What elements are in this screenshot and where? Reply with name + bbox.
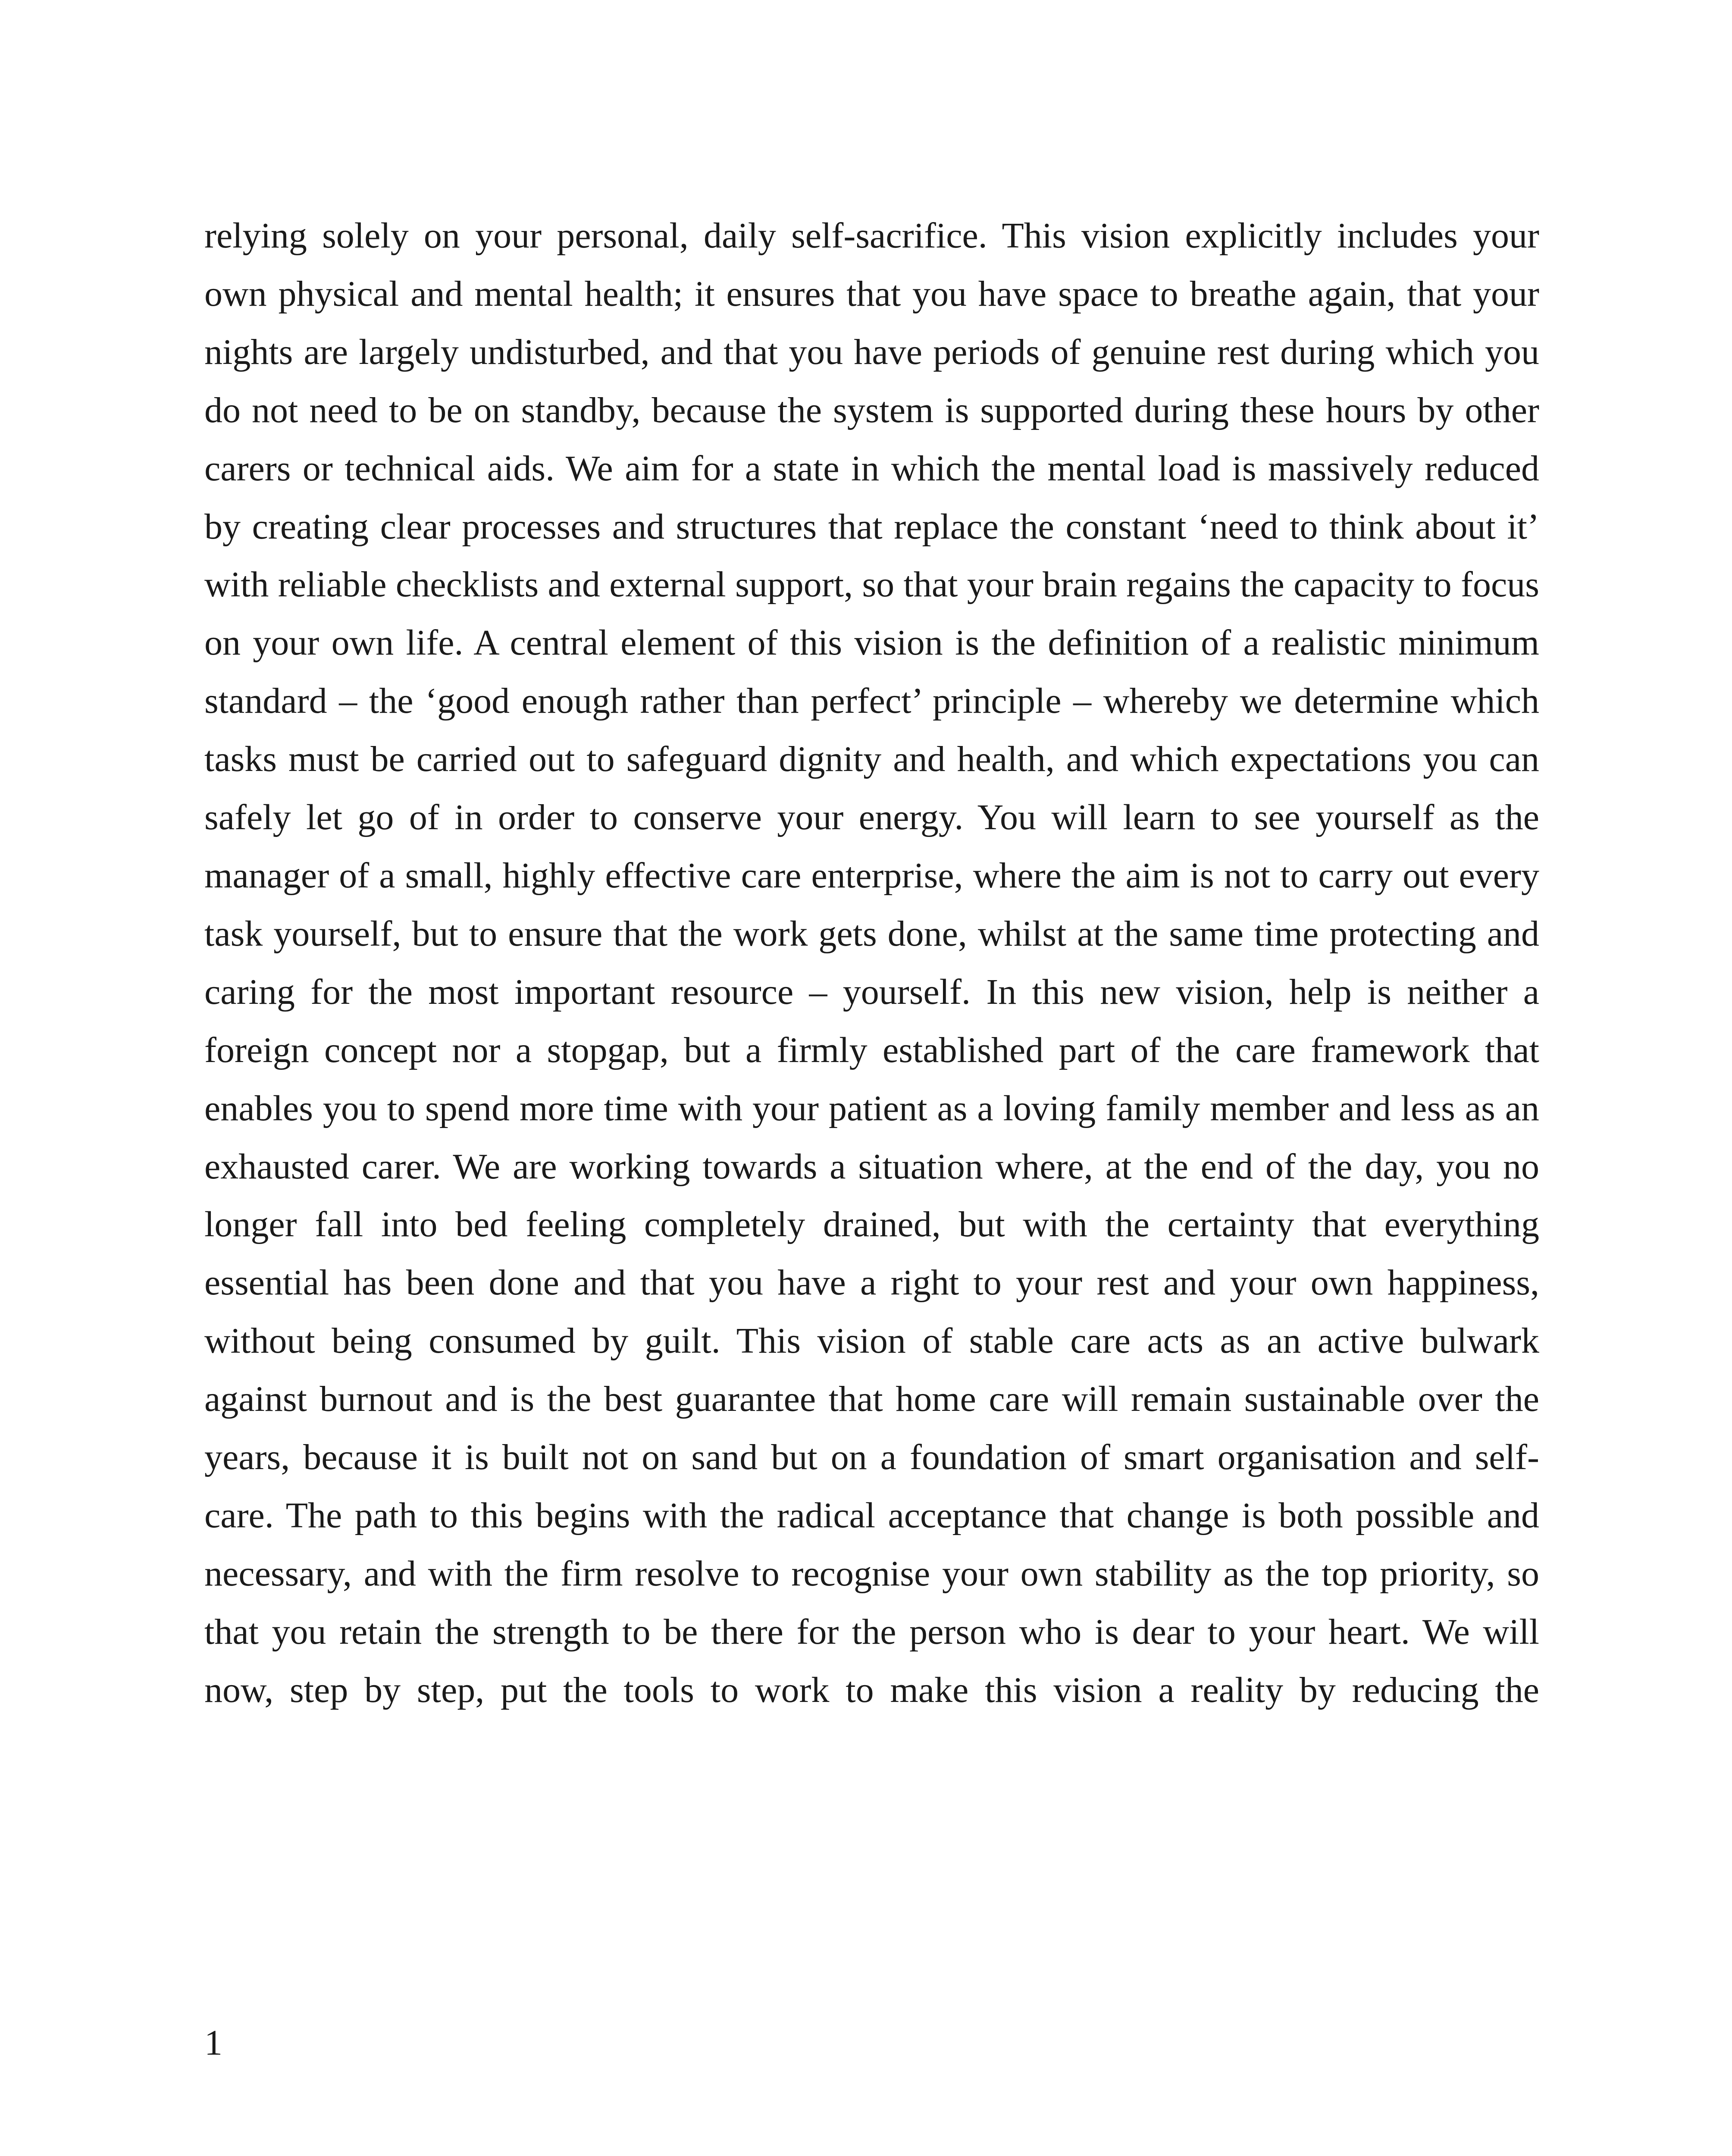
page-number: 1 xyxy=(204,2023,222,2063)
body-paragraph: relying solely on your personal, daily self-sacrifice. This vision explicitly includes your own physical and mental health; it ensures that you have space to breathe again, that your nights are largely undisturbed, and that you have periods of genuine rest during which you do not need to be on standby, because the system is supported during these hours by other carers or technical aids. We aim for a state in which the mental load is massively reduced by creating clear processes and structures that replace the constant ‘need to think about it’ with reliable checklists and external support, so that your brain regains the capacity to focus on your own life. A central element of this vision is the definition of a realistic minimum standard – the ‘good enough rather than perfect’ principle – whereby we determine which tasks must be carried out to safeguard dignity and health, and which expectations you can safely let go of in order to conserve your energy. You will learn to see yourself as the manager of a small, highly effective care enterprise, where the aim is not to carry out every task yourself, but to ensure that the work gets done, whilst at the same time protecting and caring for the most important resource – yourself. In this new vision, help is neither a foreign concept nor a stopgap, but a firmly established part of the care framework that enables you to spend more time with your patient as a loving family member and less as an exhausted carer. We are working towards a situation where, at the end of the day, you no longer fall into bed feeling completely drained, but with the certainty that everything essential has been done and that you have a right to your rest and your own happiness, without being consumed by guilt. This vision of stable care acts as an active bulwark against burnout and is the best guarantee that home care will remain sustainable over the years, because it is built not on sand but on a foundation of smart organisation and self-care. The path to this begins with the radical acceptance that change is both possible and necessary, and with the firm resolve to recognise your own stability as the top priority, so that you retain the strength to be there for the person who is dear to your heart. We will now, step by step, put the tools to work to make this vision a reality by reducing the xyxy=(204,216,1539,1710)
